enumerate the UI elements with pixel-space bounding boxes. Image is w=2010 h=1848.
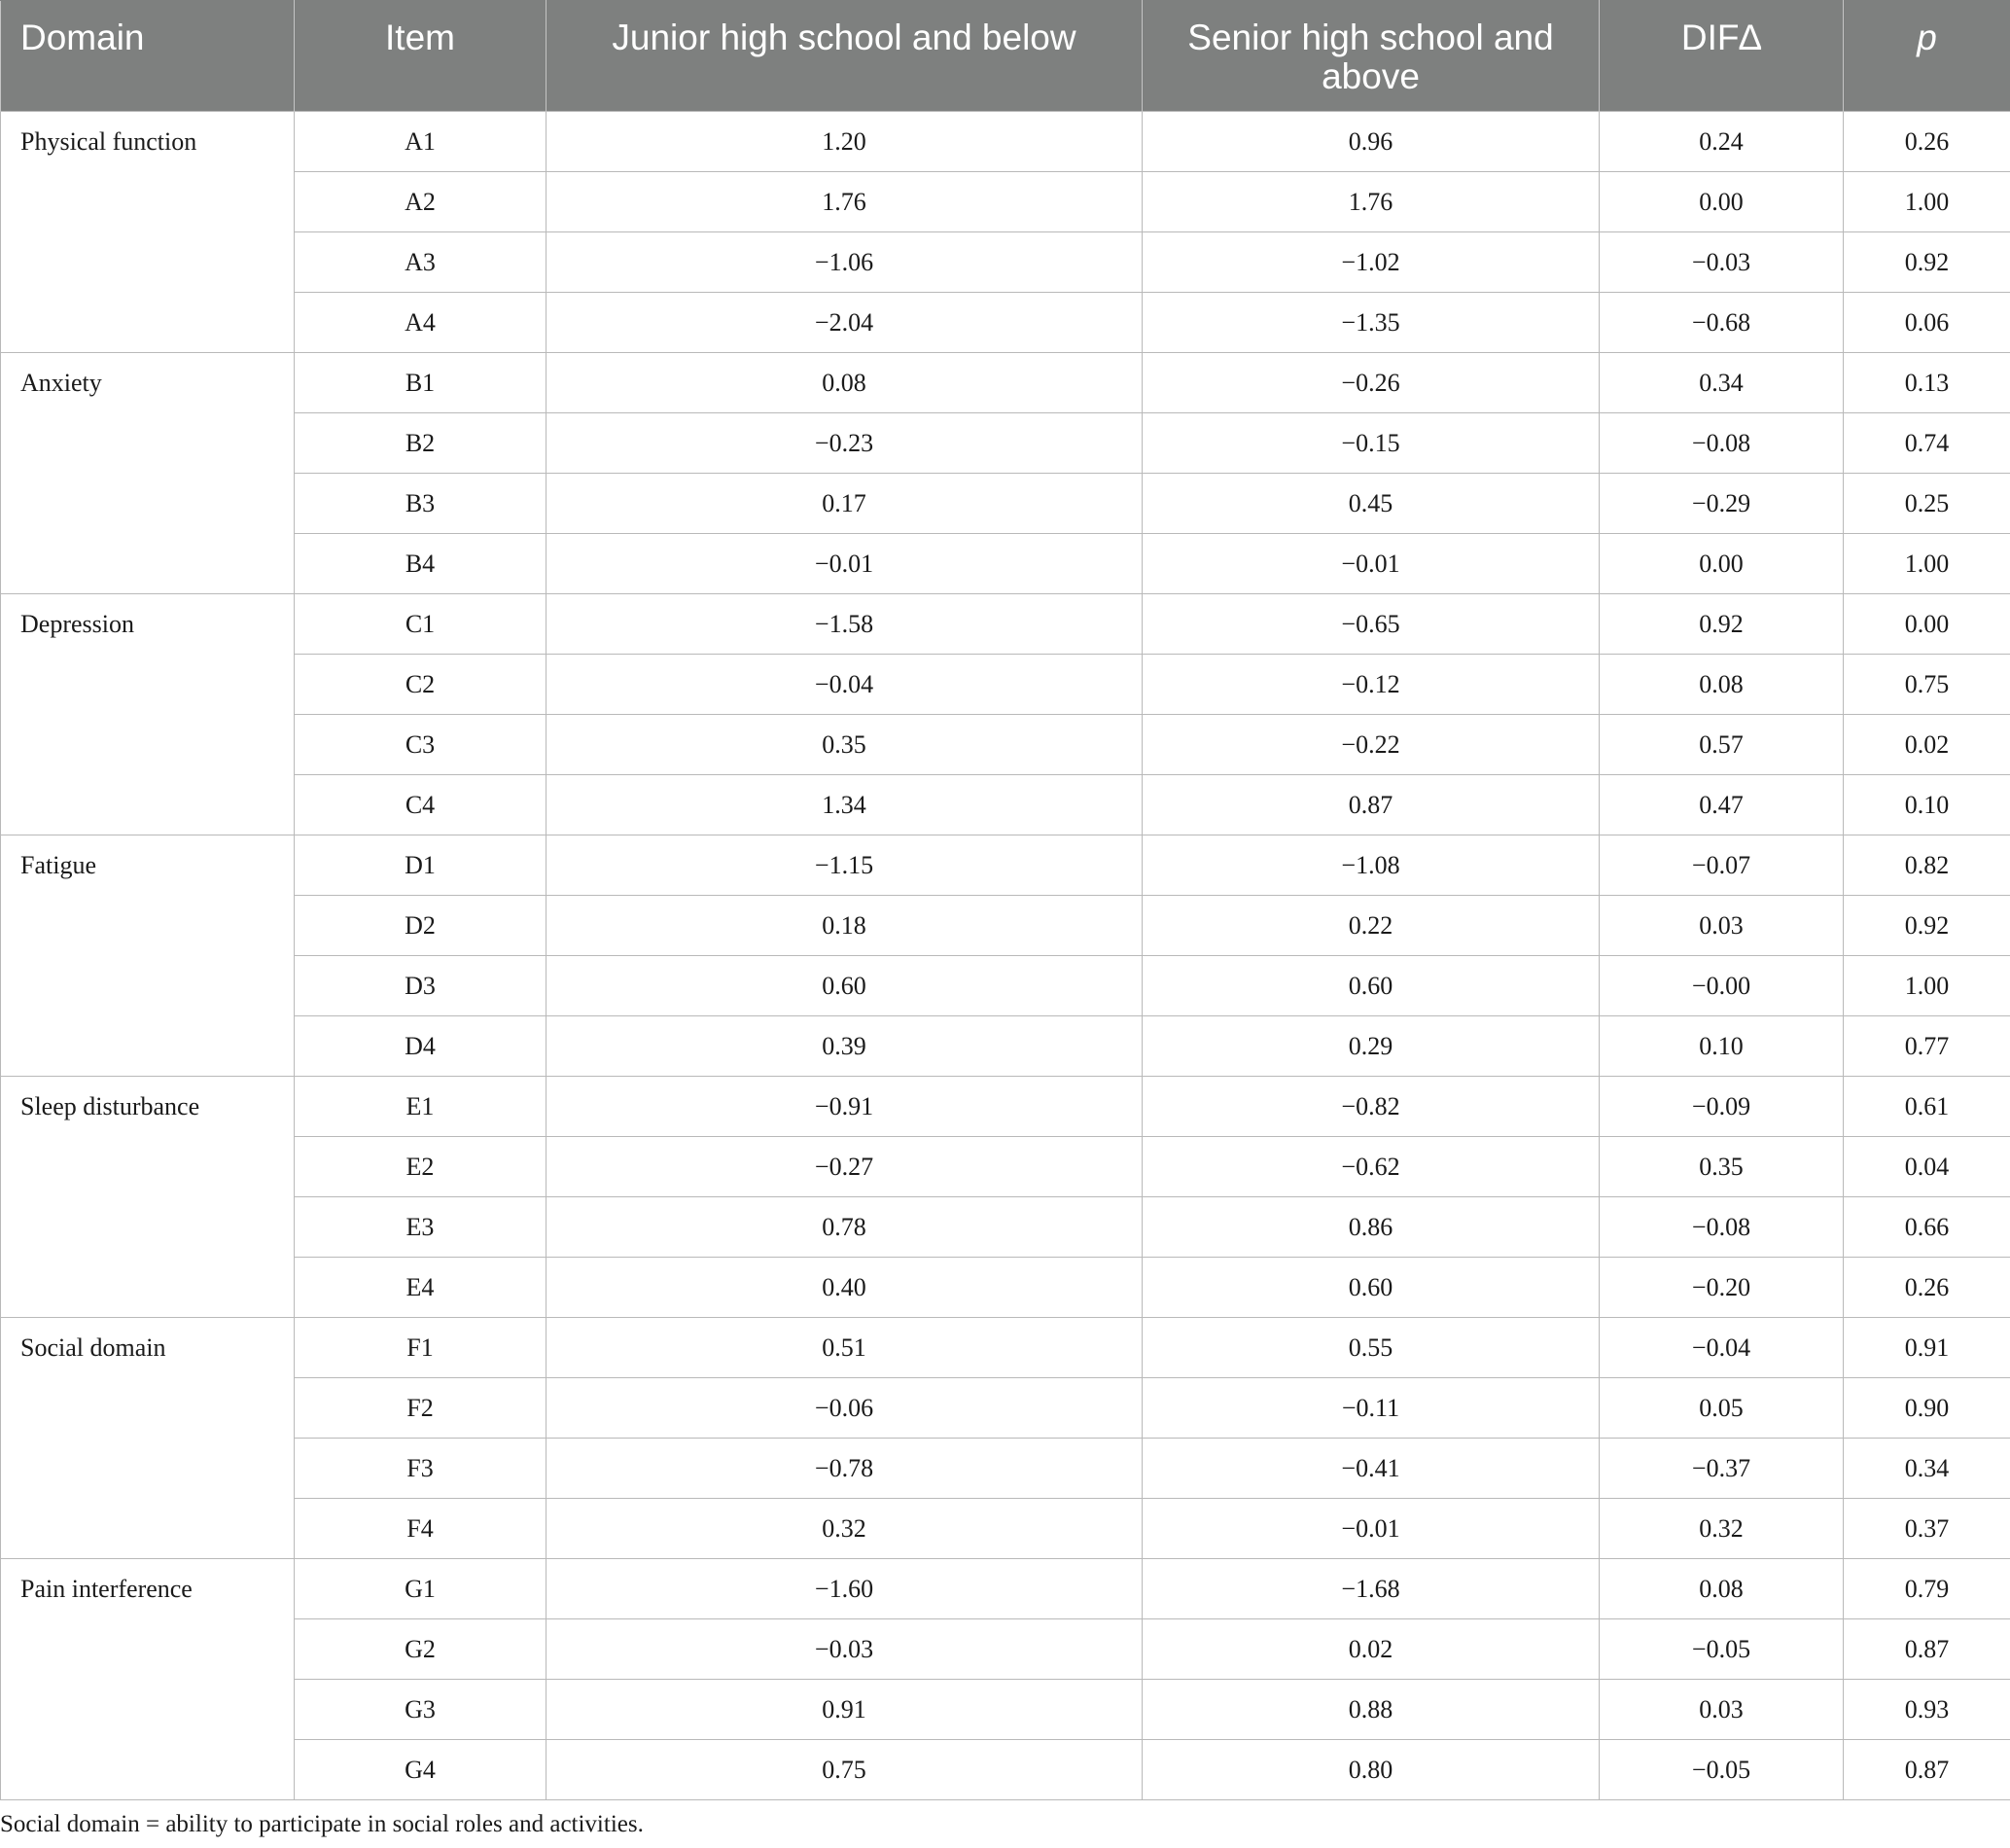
senior-value-cell: 0.87 xyxy=(1143,775,1600,835)
junior-value-cell: 0.32 xyxy=(547,1499,1143,1559)
table-row xyxy=(1,1318,2010,1378)
item-cell: A3 xyxy=(295,232,547,293)
item-cell: A2 xyxy=(295,172,547,232)
senior-value-cell: −0.01 xyxy=(1143,534,1600,594)
table-row xyxy=(1,775,2010,835)
item-cell: E3 xyxy=(295,1197,547,1258)
senior-value-cell: 0.55 xyxy=(1143,1318,1600,1378)
p-value-cell: 0.61 xyxy=(1844,1077,2010,1137)
item-cell: B1 xyxy=(295,353,547,413)
senior-value-cell: −1.08 xyxy=(1143,835,1600,896)
table-row xyxy=(1,232,2010,293)
domain-cell: Sleep disturbance xyxy=(1,1077,295,1318)
p-value-cell: 0.92 xyxy=(1844,896,2010,956)
senior-value-cell: −1.68 xyxy=(1143,1559,1600,1619)
item-cell: G4 xyxy=(295,1740,547,1800)
dif-delta-cell: −0.29 xyxy=(1600,474,1844,534)
junior-value-cell: 0.40 xyxy=(547,1258,1143,1318)
junior-value-cell: −0.78 xyxy=(547,1439,1143,1499)
junior-value-cell: −0.03 xyxy=(547,1619,1143,1680)
item-cell: C4 xyxy=(295,775,547,835)
table-row xyxy=(1,715,2010,775)
dif-delta-cell: 0.03 xyxy=(1600,896,1844,956)
header-domain: Domain xyxy=(1,1,295,112)
junior-value-cell: 0.39 xyxy=(547,1016,1143,1077)
table-header xyxy=(1,1,2010,112)
senior-value-cell: −1.02 xyxy=(1143,232,1600,293)
item-cell: G2 xyxy=(295,1619,547,1680)
dif-delta-cell: −0.68 xyxy=(1600,293,1844,353)
p-value-cell: 0.90 xyxy=(1844,1378,2010,1439)
header-senior-high: Senior high school and above xyxy=(1143,1,1600,112)
table-row xyxy=(1,1197,2010,1258)
dif-delta-cell: −0.08 xyxy=(1600,1197,1844,1258)
junior-value-cell: −0.23 xyxy=(547,413,1143,474)
p-value-cell: 0.06 xyxy=(1844,293,2010,353)
domain-cell: Social domain xyxy=(1,1318,295,1559)
senior-value-cell: 0.29 xyxy=(1143,1016,1600,1077)
item-cell: G1 xyxy=(295,1559,547,1619)
dif-delta-cell: 0.08 xyxy=(1600,655,1844,715)
item-cell: C1 xyxy=(295,594,547,655)
p-value-cell: 0.87 xyxy=(1844,1619,2010,1680)
junior-value-cell: 0.35 xyxy=(547,715,1143,775)
item-cell: F4 xyxy=(295,1499,547,1559)
dif-delta-cell: 0.03 xyxy=(1600,1680,1844,1740)
dif-delta-cell: −0.05 xyxy=(1600,1619,1844,1680)
table-row xyxy=(1,896,2010,956)
table-row xyxy=(1,534,2010,594)
senior-value-cell: 0.88 xyxy=(1143,1680,1600,1740)
p-value-cell: 0.34 xyxy=(1844,1439,2010,1499)
item-cell: C2 xyxy=(295,655,547,715)
domain-cell: Fatigue xyxy=(1,835,295,1077)
header-dif-delta: DIF∆ xyxy=(1600,1,1844,112)
dif-delta-cell: 0.00 xyxy=(1600,534,1844,594)
senior-value-cell: 0.60 xyxy=(1143,1258,1600,1318)
item-cell: A4 xyxy=(295,293,547,353)
p-value-cell: 0.74 xyxy=(1844,413,2010,474)
junior-value-cell: 0.60 xyxy=(547,956,1143,1016)
table-row xyxy=(1,112,2010,172)
senior-value-cell: 0.02 xyxy=(1143,1619,1600,1680)
junior-value-cell: 0.17 xyxy=(547,474,1143,534)
dif-delta-cell: 0.92 xyxy=(1600,594,1844,655)
item-cell: D1 xyxy=(295,835,547,896)
p-value-cell: 0.79 xyxy=(1844,1559,2010,1619)
junior-value-cell: −0.27 xyxy=(547,1137,1143,1197)
p-value-cell: 0.00 xyxy=(1844,594,2010,655)
p-value-cell: 1.00 xyxy=(1844,956,2010,1016)
p-value-cell: 0.26 xyxy=(1844,112,2010,172)
p-value-cell: 0.92 xyxy=(1844,232,2010,293)
table-row xyxy=(1,1559,2010,1619)
dif-delta-cell: 0.05 xyxy=(1600,1378,1844,1439)
p-value-cell: 0.04 xyxy=(1844,1137,2010,1197)
junior-value-cell: 0.51 xyxy=(547,1318,1143,1378)
dif-delta-cell: −0.03 xyxy=(1600,232,1844,293)
p-value-cell: 1.00 xyxy=(1844,172,2010,232)
item-cell: E1 xyxy=(295,1077,547,1137)
junior-value-cell: 0.18 xyxy=(547,896,1143,956)
table-row xyxy=(1,835,2010,896)
table-row xyxy=(1,1740,2010,1800)
p-value-cell: 0.87 xyxy=(1844,1740,2010,1800)
item-cell: B3 xyxy=(295,474,547,534)
dif-delta-cell: −0.09 xyxy=(1600,1077,1844,1137)
senior-value-cell: 1.76 xyxy=(1143,172,1600,232)
senior-value-cell: −1.35 xyxy=(1143,293,1600,353)
junior-value-cell: −0.04 xyxy=(547,655,1143,715)
table-row xyxy=(1,594,2010,655)
senior-value-cell: 0.86 xyxy=(1143,1197,1600,1258)
domain-cell: Anxiety xyxy=(1,353,295,594)
item-cell: F1 xyxy=(295,1318,547,1378)
table-row xyxy=(1,474,2010,534)
junior-value-cell: −0.01 xyxy=(547,534,1143,594)
dif-delta-cell: −0.04 xyxy=(1600,1318,1844,1378)
senior-value-cell: 0.45 xyxy=(1143,474,1600,534)
table-row xyxy=(1,293,2010,353)
junior-value-cell: −0.06 xyxy=(547,1378,1143,1439)
item-cell: B4 xyxy=(295,534,547,594)
table-row xyxy=(1,1258,2010,1318)
senior-value-cell: −0.41 xyxy=(1143,1439,1600,1499)
junior-value-cell: −1.60 xyxy=(547,1559,1143,1619)
table-row xyxy=(1,413,2010,474)
senior-value-cell: −0.12 xyxy=(1143,655,1600,715)
domain-cell: Pain interference xyxy=(1,1559,295,1800)
header-junior-high: Junior high school and below xyxy=(547,1,1143,112)
table-footnote: Social domain = ability to participate in social roles and activities. xyxy=(0,1811,644,1837)
senior-value-cell: 0.80 xyxy=(1143,1740,1600,1800)
senior-value-cell: −0.82 xyxy=(1143,1077,1600,1137)
item-cell: C3 xyxy=(295,715,547,775)
junior-value-cell: 1.20 xyxy=(547,112,1143,172)
p-value-cell: 1.00 xyxy=(1844,534,2010,594)
p-value-cell: 0.77 xyxy=(1844,1016,2010,1077)
senior-value-cell: 0.22 xyxy=(1143,896,1600,956)
junior-value-cell: −2.04 xyxy=(547,293,1143,353)
item-cell: F2 xyxy=(295,1378,547,1439)
table-body xyxy=(1,112,2010,1800)
dif-delta-cell: −0.37 xyxy=(1600,1439,1844,1499)
table-row xyxy=(1,1619,2010,1680)
p-value-cell: 0.10 xyxy=(1844,775,2010,835)
item-cell: D2 xyxy=(295,896,547,956)
item-cell: G3 xyxy=(295,1680,547,1740)
senior-value-cell: −0.11 xyxy=(1143,1378,1600,1439)
item-cell: E2 xyxy=(295,1137,547,1197)
dif-delta-cell: 0.24 xyxy=(1600,112,1844,172)
dif-delta-cell: 0.08 xyxy=(1600,1559,1844,1619)
dif-delta-cell: 0.10 xyxy=(1600,1016,1844,1077)
dif-delta-cell: 0.57 xyxy=(1600,715,1844,775)
table-row xyxy=(1,1016,2010,1077)
junior-value-cell: 0.91 xyxy=(547,1680,1143,1740)
dif-delta-cell: 0.32 xyxy=(1600,1499,1844,1559)
senior-value-cell: −0.15 xyxy=(1143,413,1600,474)
dif-delta-cell: 0.34 xyxy=(1600,353,1844,413)
junior-value-cell: −0.91 xyxy=(547,1077,1143,1137)
senior-value-cell: 0.60 xyxy=(1143,956,1600,1016)
junior-value-cell: −1.15 xyxy=(547,835,1143,896)
junior-value-cell: −1.06 xyxy=(547,232,1143,293)
item-cell: F3 xyxy=(295,1439,547,1499)
p-value-cell: 0.37 xyxy=(1844,1499,2010,1559)
domain-cell: Depression xyxy=(1,594,295,835)
junior-value-cell: 0.08 xyxy=(547,353,1143,413)
senior-value-cell: −0.22 xyxy=(1143,715,1600,775)
header-item: Item xyxy=(295,1,547,112)
header-row xyxy=(1,1,2010,112)
item-cell: D4 xyxy=(295,1016,547,1077)
junior-value-cell: 1.34 xyxy=(547,775,1143,835)
table-row xyxy=(1,1499,2010,1559)
table-row xyxy=(1,353,2010,413)
dif-delta-cell: −0.07 xyxy=(1600,835,1844,896)
p-value-cell: 0.93 xyxy=(1844,1680,2010,1740)
table-row xyxy=(1,1137,2010,1197)
item-cell: A1 xyxy=(295,112,547,172)
header-p-value: p xyxy=(1844,1,2010,112)
table-row xyxy=(1,655,2010,715)
table-row xyxy=(1,1439,2010,1499)
junior-value-cell: 0.75 xyxy=(547,1740,1143,1800)
table-row xyxy=(1,172,2010,232)
dif-delta-cell: 0.47 xyxy=(1600,775,1844,835)
senior-value-cell: −0.65 xyxy=(1143,594,1600,655)
p-value-cell: 0.91 xyxy=(1844,1318,2010,1378)
p-value-cell: 0.66 xyxy=(1844,1197,2010,1258)
dif-delta-cell: 0.00 xyxy=(1600,172,1844,232)
senior-value-cell: 0.96 xyxy=(1143,112,1600,172)
senior-value-cell: −0.62 xyxy=(1143,1137,1600,1197)
p-value-cell: 0.82 xyxy=(1844,835,2010,896)
dif-delta-cell: −0.20 xyxy=(1600,1258,1844,1318)
p-value-cell: 0.25 xyxy=(1844,474,2010,534)
table-row xyxy=(1,1680,2010,1740)
dif-delta-cell: −0.00 xyxy=(1600,956,1844,1016)
junior-value-cell: 1.76 xyxy=(547,172,1143,232)
junior-value-cell: −1.58 xyxy=(547,594,1143,655)
item-cell: B2 xyxy=(295,413,547,474)
p-value-cell: 0.02 xyxy=(1844,715,2010,775)
senior-value-cell: −0.26 xyxy=(1143,353,1600,413)
p-value-cell: 0.75 xyxy=(1844,655,2010,715)
dif-delta-cell: −0.08 xyxy=(1600,413,1844,474)
item-cell: E4 xyxy=(295,1258,547,1318)
junior-value-cell: 0.78 xyxy=(547,1197,1143,1258)
table-row xyxy=(1,956,2010,1016)
table-row xyxy=(1,1378,2010,1439)
dif-delta-cell: −0.05 xyxy=(1600,1740,1844,1800)
p-value-cell: 0.13 xyxy=(1844,353,2010,413)
p-value-cell: 0.26 xyxy=(1844,1258,2010,1318)
table-row xyxy=(1,1077,2010,1137)
item-cell: D3 xyxy=(295,956,547,1016)
dif-delta-cell: 0.35 xyxy=(1600,1137,1844,1197)
domain-cell: Physical function xyxy=(1,112,295,353)
senior-value-cell: −0.01 xyxy=(1143,1499,1600,1559)
